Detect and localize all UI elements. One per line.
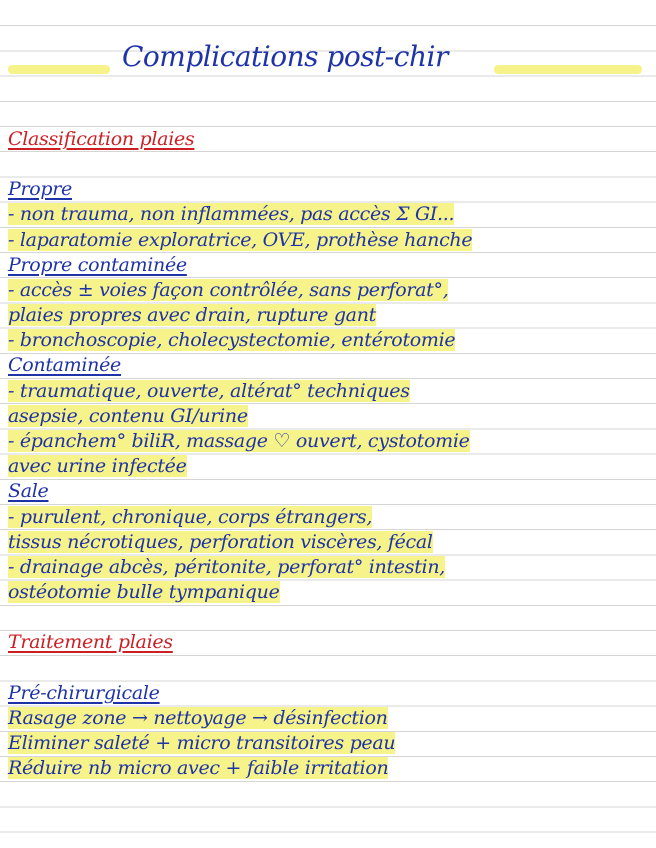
note-text: - purulent, chronique, corps étrangers, — [8, 506, 373, 528]
note-line — [8, 278, 448, 303]
note-text: - laparatomie exploratrice, OVE, prothèse hanche — [8, 229, 473, 251]
note-line — [8, 530, 433, 555]
note-line — [8, 706, 388, 731]
note-line — [8, 731, 395, 756]
note-text: - non trauma, non inflammées, pas accès Σ GI... — [8, 203, 455, 225]
subheading-propre: Propre — [8, 178, 72, 200]
page-title: Complications post-chir — [122, 40, 448, 73]
note-line — [8, 228, 472, 253]
subheading-pre-chirurgicale: Pré-chirurgicale — [8, 682, 160, 704]
note-line — [8, 429, 470, 454]
title-highlight-left — [8, 65, 110, 74]
note-line — [8, 328, 455, 353]
section-heading-traitement: Traitement plaies — [8, 631, 173, 653]
note-line — [8, 580, 280, 605]
note-text: Rasage zone → nettoyage → désinfection — [8, 707, 388, 729]
note-text: - accès ± voies façon contrôlée, sans perforat°, — [8, 279, 449, 301]
note-text: - traumatique, ouverte, altérat° techniques — [8, 380, 410, 402]
note-text: tissus nécrotiques, perforation viscères, fécal — [8, 531, 433, 553]
note-text: - drainage abcès, péritonite, perforat° intestin, — [8, 556, 446, 578]
note-text: asepsie, contenu GI/urine — [8, 405, 248, 427]
subheading-sale: Sale — [8, 480, 49, 502]
note-line — [8, 555, 445, 580]
note-text: Eliminer saleté + micro transitoires peau — [8, 732, 396, 754]
note-text: Réduire nb micro avec + faible irritation — [8, 757, 389, 779]
note-line — [8, 404, 248, 429]
note-line — [8, 379, 410, 404]
note-line — [8, 303, 376, 328]
subheading-propre-contaminee: Propre contaminée — [8, 254, 187, 276]
note-text: avec urine infectée — [8, 455, 187, 477]
note-text: - épanchem° biliR, massage ♡ ouvert, cystotomie — [8, 430, 470, 452]
note-line — [8, 756, 388, 781]
note-line — [8, 454, 187, 479]
title-highlight-right — [494, 65, 642, 74]
section-heading-classification: Classification plaies — [8, 128, 195, 150]
subheading-contaminee: Contaminée — [8, 354, 121, 376]
note-text: - bronchoscopie, cholecystectomie, entérotomie — [8, 329, 456, 351]
note-line — [8, 505, 372, 530]
note-line — [8, 202, 454, 227]
note-text: ostéotomie bulle tympanique — [8, 581, 280, 603]
title-banner — [0, 38, 656, 78]
note-text: plaies propres avec drain, rupture gant — [8, 304, 376, 326]
